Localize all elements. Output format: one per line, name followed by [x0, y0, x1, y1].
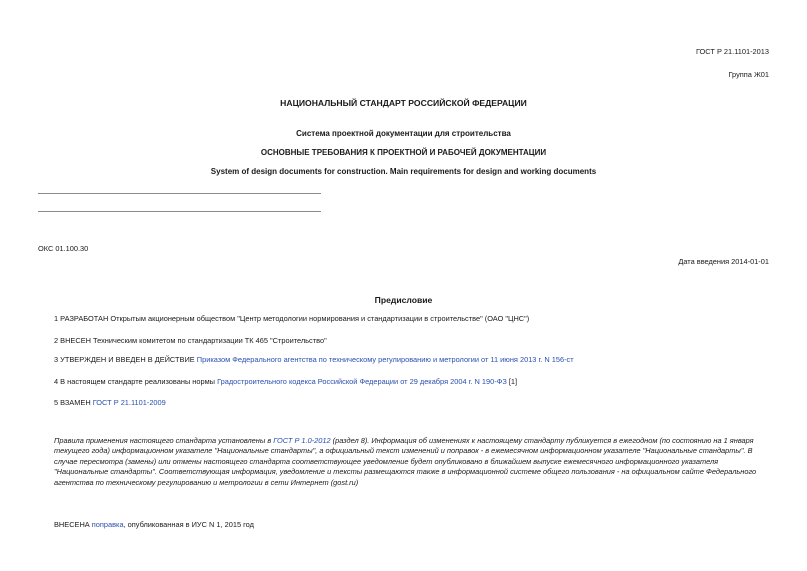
application-rules-paragraph	[54, 436, 769, 488]
preface-item-3-text: 3 УТВЕРЖДЕН И ВВЕДЕН В ДЕЙСТВИЕ	[54, 355, 197, 364]
divider-line-2	[38, 211, 321, 212]
preface-item-5	[54, 398, 166, 407]
rules-text-rest: (раздел 8). Информация об изменениях к настоящему стандарту публикуется в ежегодном (по состоянию на 1 января текущего года) информационном указателе "Национальные стандарты", а официальный текст изменений и поправок - в ежемесячном информационном указателе "Национальные стандарты". В случае пересмотра (замены) или отмены настоящего стандарта соответствующее уведомление будет опубликовано в ближайшем выпуске ежемесячного информационного указателя "Национальные стандарты". Соответствующая информация, уведомление и тексты размещаются также в информационной системе общего пользования - на официальном сайте Федерального агентства по техническому регулированию и метрологии в сети Интернет (gost.ru)	[54, 436, 757, 487]
preface-item-1: 1 РАЗРАБОТАН Открытым акционерным обществом "Центр методологии нормирования и стандартизации в строительстве" (ОАО "ЦНС")	[54, 314, 530, 323]
system-title: Система проектной документации для строительства	[296, 129, 511, 138]
urban-code-link[interactable]: Градостроительного кодекса Российской Федерации от 29 декабря 2004 г. N 190-ФЗ	[217, 377, 507, 386]
divider-line-1	[38, 193, 321, 194]
oks-code: ОКС 01.100.30	[38, 244, 89, 253]
document-title: ОСНОВНЫЕ ТРЕБОВАНИЯ К ПРОЕКТНОЙ И РАБОЧЕЙ ДОКУМЕНТАЦИИ	[260, 148, 547, 157]
preface-heading: Предисловие	[374, 295, 433, 305]
rules-text-start: Правила применения настоящего стандарта установлены в	[54, 436, 274, 445]
amendment-text-start: ВНЕСЕНА	[54, 520, 92, 529]
standard-heading: НАЦИОНАЛЬНЫЙ СТАНДАРТ РОССИЙСКОЙ ФЕДЕРАЦИИ	[280, 98, 527, 108]
preface-item-4	[54, 377, 517, 386]
preface-item-4-text: 4 В настоящем стандарте реализованы нормы	[54, 377, 218, 386]
preface-item-3	[54, 355, 574, 364]
introduction-date: Дата введения 2014-01-01	[678, 257, 769, 266]
gost-1-0-link[interactable]: ГОСТ Р 1.0-2012	[273, 436, 331, 445]
document-code: ГОСТ Р 21.1101-2013	[695, 47, 769, 56]
order-link[interactable]: Приказом Федерального агентства по техническому регулированию и метрологии от 11 июня 2013 г. N 156-ст	[196, 355, 574, 364]
amendment-link[interactable]: поправка	[91, 520, 124, 529]
reference-number: [1]	[506, 377, 518, 386]
replaced-standard-link[interactable]: ГОСТ Р 21.1101-2009	[92, 398, 166, 407]
preface-item-2: 2 ВНЕСЕН Техническим комитетом по стандартизации ТК 465 "Строительство"	[54, 336, 327, 345]
amendment-text-rest: , опубликованная в ИУС N 1, 2015 год	[123, 520, 254, 529]
document-group: Группа Ж01	[728, 70, 769, 79]
preface-item-5-text: 5 ВЗАМЕН	[54, 398, 93, 407]
amendment-note	[54, 520, 254, 529]
english-title: System of design documents for construction. Main requirements for design and working documents	[210, 167, 597, 176]
